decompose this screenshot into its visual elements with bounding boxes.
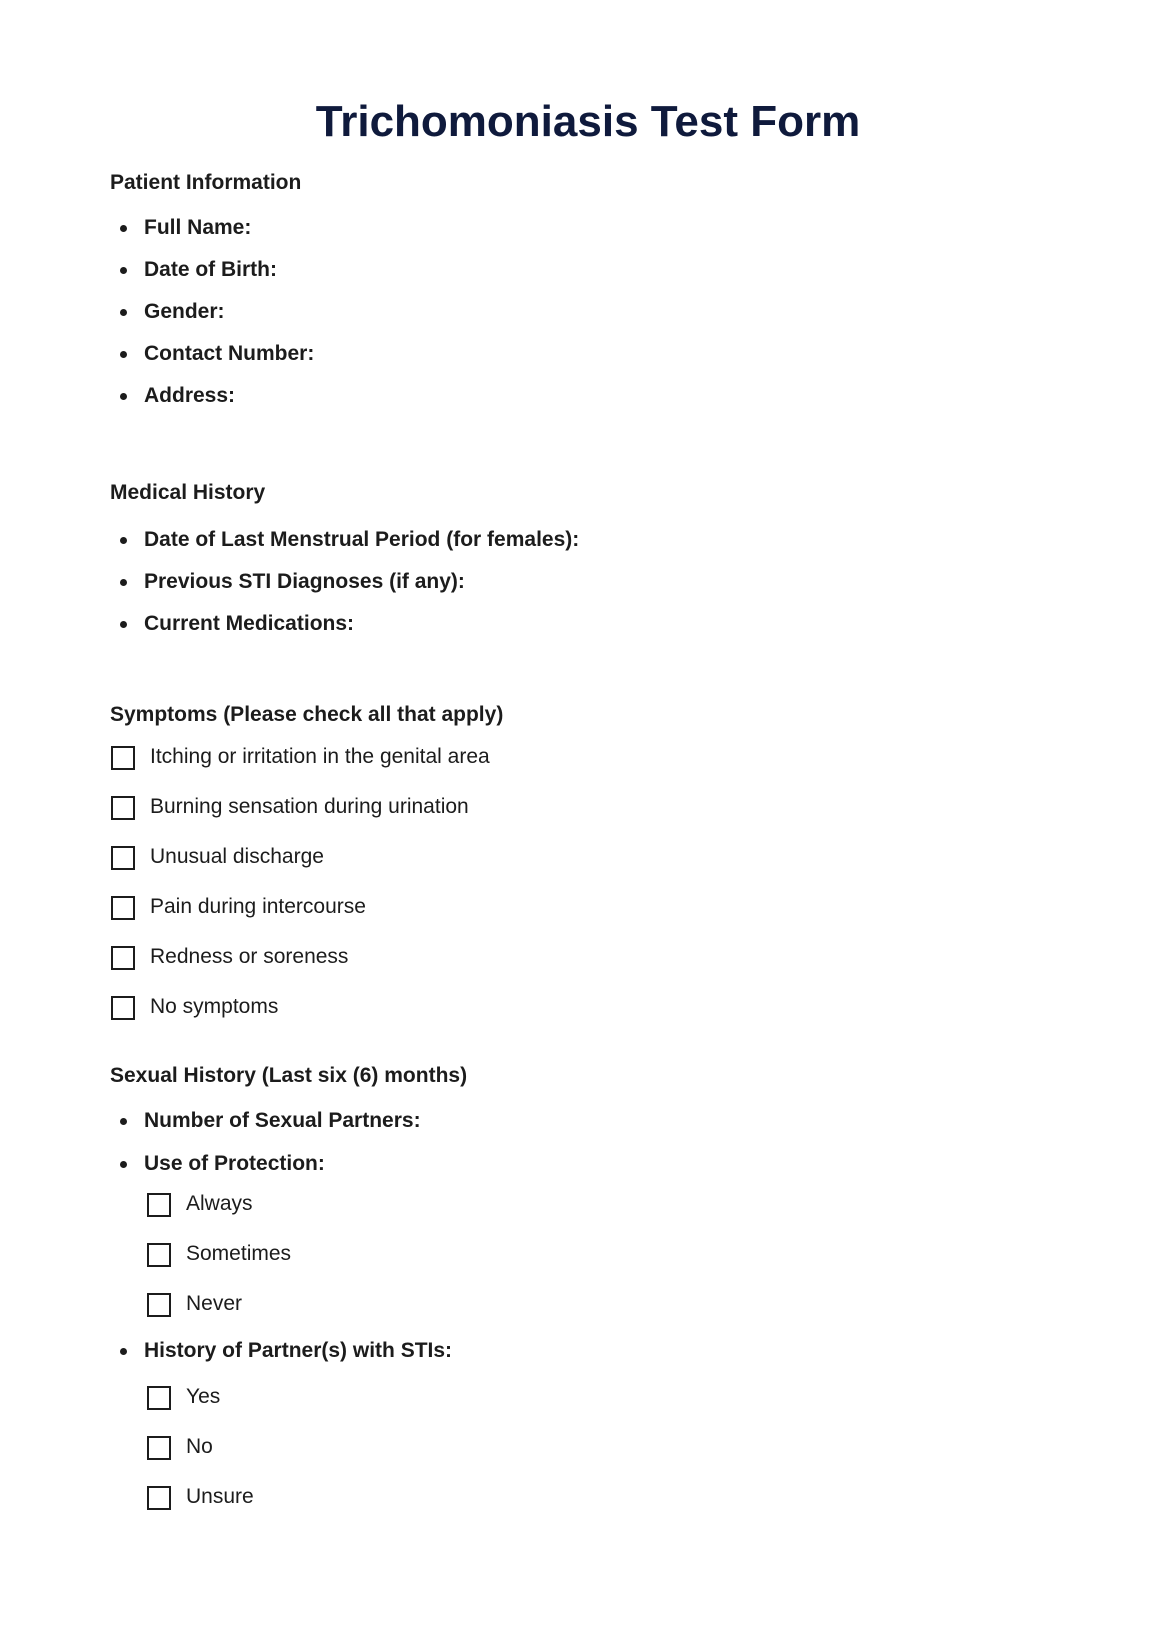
partner-sti-label: No <box>186 1435 213 1458</box>
symptom-checkbox[interactable] <box>111 946 135 970</box>
patient-information-list <box>110 215 314 409</box>
field-label: Number of Sexual Partners: <box>144 1109 421 1132</box>
field-last-menstrual-period <box>110 527 579 553</box>
field-label: Gender: <box>144 300 225 323</box>
field-label: History of Partner(s) with STIs: <box>144 1339 453 1362</box>
protection-option <box>146 1241 291 1267</box>
protection-label: Never <box>186 1292 243 1315</box>
symptom-label: Burning sensation during urination <box>150 795 469 818</box>
medical-history-heading: Medical History <box>110 481 266 504</box>
field-label: Full Name: <box>144 216 252 239</box>
symptom-option <box>110 844 490 870</box>
bullet-icon <box>120 309 127 316</box>
symptoms-heading: Symptoms (Please check all that apply) <box>110 703 504 726</box>
partner-sti-option <box>146 1384 254 1410</box>
bullet-icon <box>120 225 127 232</box>
field-label: Date of Last Menstrual Period (for females): <box>144 528 580 551</box>
symptom-checkbox[interactable] <box>111 746 135 770</box>
symptom-label: Pain during intercourse <box>150 895 366 918</box>
field-partner-sti-history <box>110 1338 452 1364</box>
protection-option <box>146 1191 291 1217</box>
page-title: Trichomoniasis Test Form <box>315 97 861 146</box>
field-gender <box>110 299 314 325</box>
bullet-icon <box>120 1161 127 1168</box>
bullet-icon <box>120 1118 127 1125</box>
partner-sti-label: Unsure <box>186 1485 254 1508</box>
partner-sti-checkbox[interactable] <box>147 1436 171 1460</box>
bullet-icon <box>120 351 127 358</box>
bullet-icon <box>120 621 127 628</box>
field-previous-sti-diagnoses <box>110 569 579 595</box>
field-date-of-birth <box>110 257 314 283</box>
symptom-label: Unusual discharge <box>150 845 324 868</box>
symptom-checkbox[interactable] <box>111 796 135 820</box>
sexual-history-heading: Sexual History (Last six (6) months) <box>110 1064 468 1087</box>
field-label: Previous STI Diagnoses (if any): <box>144 570 465 593</box>
protection-label: Always <box>186 1192 253 1215</box>
bullet-icon <box>120 579 127 586</box>
protection-checkbox[interactable] <box>147 1293 171 1317</box>
field-use-of-protection <box>110 1151 421 1177</box>
partner-sti-checkbox[interactable] <box>147 1486 171 1510</box>
patient-information-heading: Patient Information <box>110 171 302 194</box>
field-full-name <box>110 215 314 241</box>
protection-checkbox[interactable] <box>147 1243 171 1267</box>
protection-option <box>146 1291 291 1317</box>
partner-sti-list <box>110 1338 452 1364</box>
symptom-label: No symptoms <box>150 995 279 1018</box>
protection-checkbox[interactable] <box>147 1193 171 1217</box>
protection-checklist <box>146 1191 291 1317</box>
field-label: Address: <box>144 384 236 407</box>
field-address <box>110 383 314 409</box>
field-contact-number <box>110 341 314 367</box>
field-label: Current Medications: <box>144 612 355 635</box>
bullet-icon <box>120 537 127 544</box>
bullet-icon <box>120 393 127 400</box>
symptom-checkbox[interactable] <box>111 846 135 870</box>
sexual-partners-list <box>110 1108 421 1177</box>
bullet-icon <box>120 1348 127 1355</box>
partner-sti-option <box>146 1484 254 1510</box>
field-number-of-sexual-partners <box>110 1108 421 1134</box>
field-current-medications <box>110 611 579 637</box>
partner-sti-checklist <box>146 1384 254 1510</box>
field-label: Use of Protection: <box>144 1152 325 1175</box>
medical-history-list <box>110 527 579 637</box>
symptom-label: Itching or irritation in the genital area <box>150 745 490 768</box>
partner-sti-checkbox[interactable] <box>147 1386 171 1410</box>
bullet-icon <box>120 267 127 274</box>
field-label: Date of Birth: <box>144 258 277 281</box>
partner-sti-label: Yes <box>186 1385 221 1408</box>
symptom-option <box>110 744 490 770</box>
symptoms-checklist <box>110 744 490 1020</box>
partner-sti-option <box>146 1434 254 1460</box>
symptom-option <box>110 794 490 820</box>
protection-label: Sometimes <box>186 1242 292 1265</box>
symptom-checkbox[interactable] <box>111 996 135 1020</box>
symptom-option <box>110 894 490 920</box>
symptom-option <box>110 994 490 1020</box>
symptom-checkbox[interactable] <box>111 896 135 920</box>
field-label: Contact Number: <box>144 342 315 365</box>
symptom-label: Redness or soreness <box>150 945 349 968</box>
symptom-option <box>110 944 490 970</box>
